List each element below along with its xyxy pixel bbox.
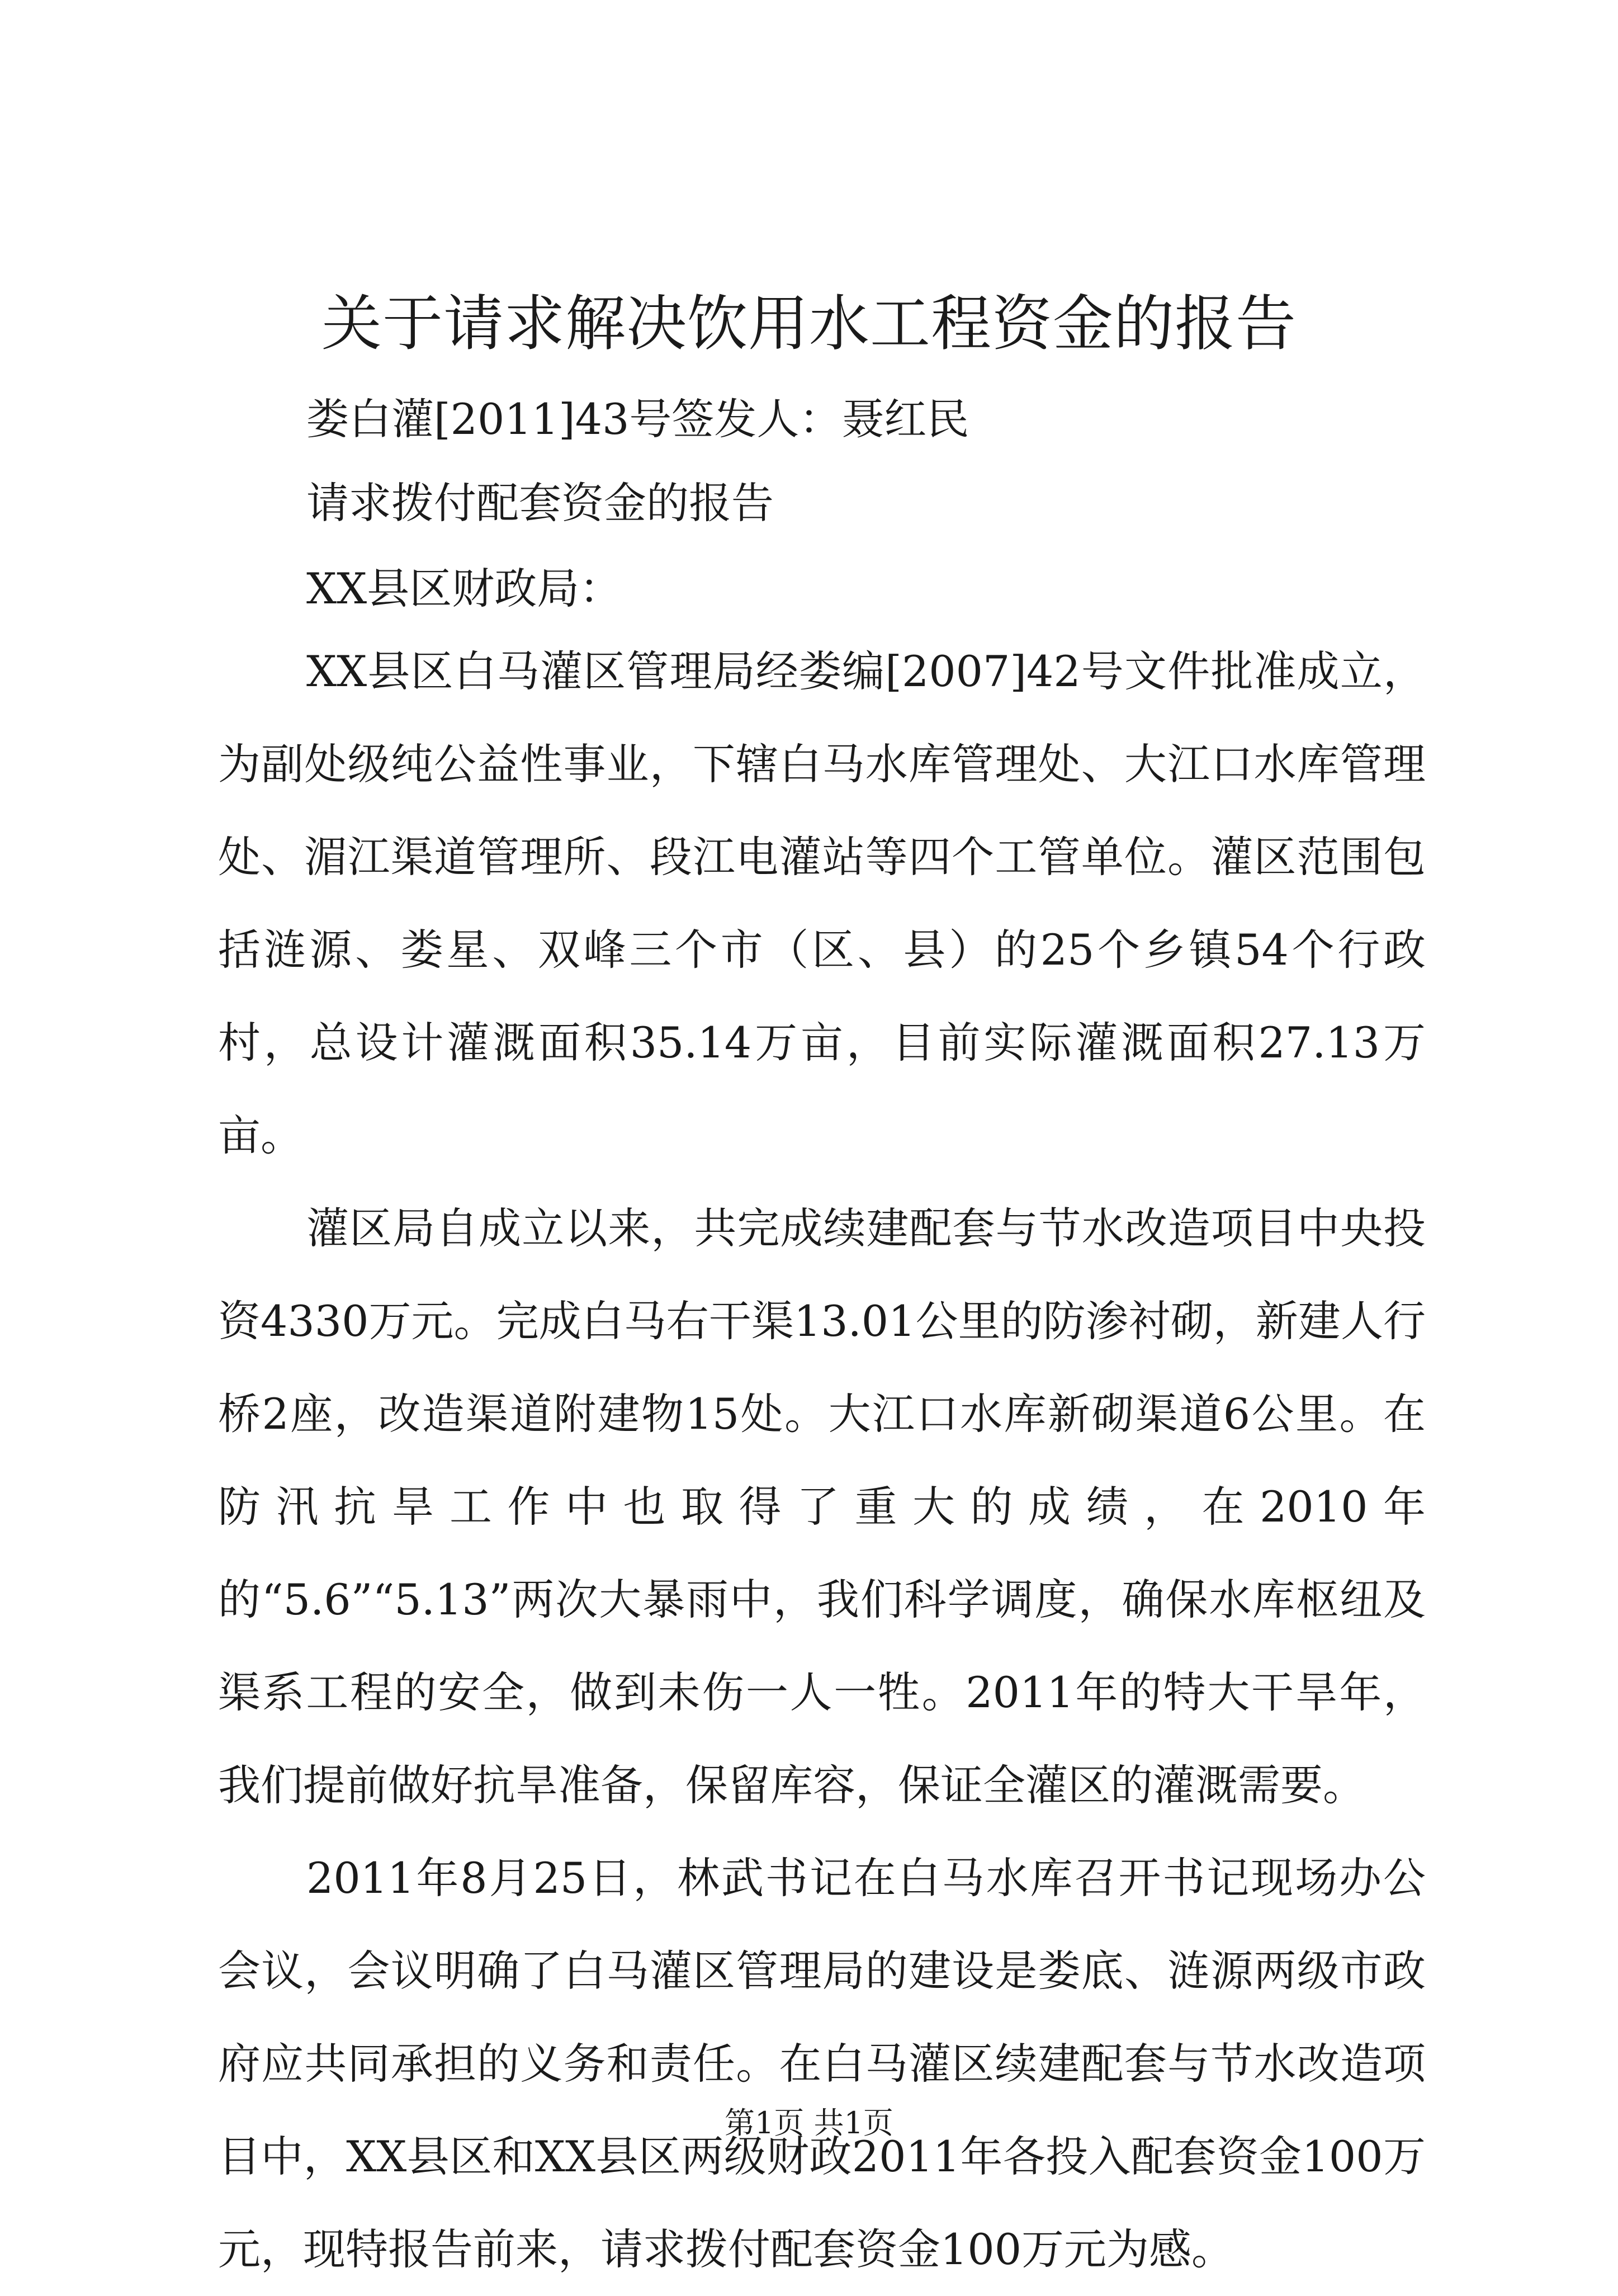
addressee-line: XX县区财政局：: [306, 564, 622, 613]
document-title: 关于请求解决饮用水工程资金的报告: [321, 289, 1297, 359]
paragraph-background: XX县区白马灌区管理局经娄编[2007]42号文件批准成立，为副处级纯公益性事业，下辖白马水库管理处、大江口水库管理处、湄江渠道管理所、段江电灌站等四个工管单位。灌区范围包括涟源、娄星、双峰三个市（区、县）的25个乡镇54个行政村，总设计灌溉面积35.14万亩，目前实际灌溉面积27.13万亩。: [218, 646, 1426, 1160]
subject-line: 请求拨付配套资金的报告: [306, 478, 774, 528]
paragraph-request: 2011年8月25日，林武书记在白马水库召开书记现场办公会议，会议明确了白马灌区管理局的建设是娄底、涟源两级市政府应共同承担的义务和责任。在白马灌区续建配套与节水改造项目中，XX县区和XX县区两级财政2011年各投入配套资金100万元，现特报告前来，请求拨付配套资金100万元为感。: [218, 1853, 1426, 2274]
document-body: [218, 625, 1426, 2296]
page-footer: 第1页 共1页: [725, 2105, 893, 2141]
paragraph-achievements: 灌区局自成立以来，共完成续建配套与节水改造项目中央投资4330万元。完成白马右干渠13.01公里的防渗衬砌，新建人行桥2座，改造渠道附建物15处。大江口水库新砌渠道6公里。在防汛抗旱工作中也取得了重大的成绩，在2010年的“5.6”“5.13”两次大暴雨中，我们科学调度，确保水库枢纽及渠系工程的安全，做到未伤一人一牲。2011年的特大干旱年，我们提前做好抗旱准备，保留库容，保证全灌区的灌溉需要。: [218, 1203, 1426, 1810]
document-number-line: 娄白灌[2011]43号签发人：聂红民: [306, 394, 969, 444]
